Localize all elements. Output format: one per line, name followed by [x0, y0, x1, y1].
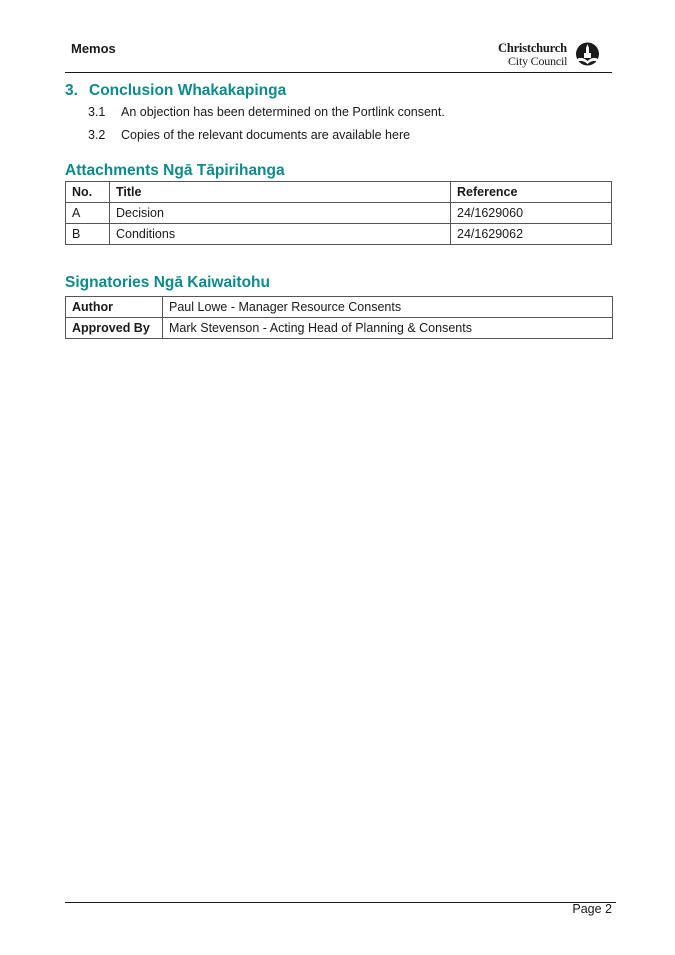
table-header-row	[66, 182, 612, 203]
column-header-title: Title	[110, 182, 451, 203]
column-header-no: No.	[66, 182, 110, 203]
section-3-heading	[65, 82, 286, 100]
signatory-role: Author	[66, 297, 163, 318]
signatories-heading: Signatories Ngā Kaiwaitohu	[65, 274, 270, 291]
table-row	[66, 203, 612, 224]
attachment-title: Conditions	[110, 224, 451, 245]
paragraph-text: An objection has been determined on the Portlink consent.	[121, 105, 445, 119]
logo-text-line2: City Council	[508, 54, 568, 68]
attachment-title: Decision	[110, 203, 451, 224]
logo-text-line1: Christchurch	[498, 41, 567, 55]
section-number: 3.	[65, 82, 78, 99]
table-row	[66, 318, 613, 339]
attachment-reference: 24/1629062	[451, 224, 612, 245]
paragraph-3-2	[88, 128, 410, 142]
document-header-title: Memos	[71, 41, 116, 56]
page-number: Page 2	[572, 902, 612, 916]
header-divider	[65, 72, 612, 73]
attachment-no: A	[66, 203, 110, 224]
signatory-name: Mark Stevenson - Acting Head of Planning & Consents	[163, 318, 613, 339]
attachments-heading: Attachments Ngā Tāpirihanga	[65, 162, 285, 179]
attachment-reference: 24/1629060	[451, 203, 612, 224]
column-header-reference: Reference	[451, 182, 612, 203]
section-title: Conclusion Whakakapinga	[89, 82, 287, 99]
signatory-role: Approved By	[66, 318, 163, 339]
table-row	[66, 224, 612, 245]
paragraph-3-1	[88, 105, 445, 119]
paragraph-number: 3.1	[88, 105, 106, 119]
council-logo	[498, 41, 600, 69]
attachment-no: B	[66, 224, 110, 245]
paragraph-text: Copies of the relevant documents are available here	[121, 128, 411, 142]
signatories-table	[65, 296, 613, 339]
cathedral-logo-icon	[575, 42, 600, 68]
table-row	[66, 297, 613, 318]
footer-divider	[65, 902, 616, 903]
attachments-table	[65, 181, 612, 245]
paragraph-number: 3.2	[88, 128, 106, 142]
signatory-name: Paul Lowe - Manager Resource Consents	[163, 297, 613, 318]
